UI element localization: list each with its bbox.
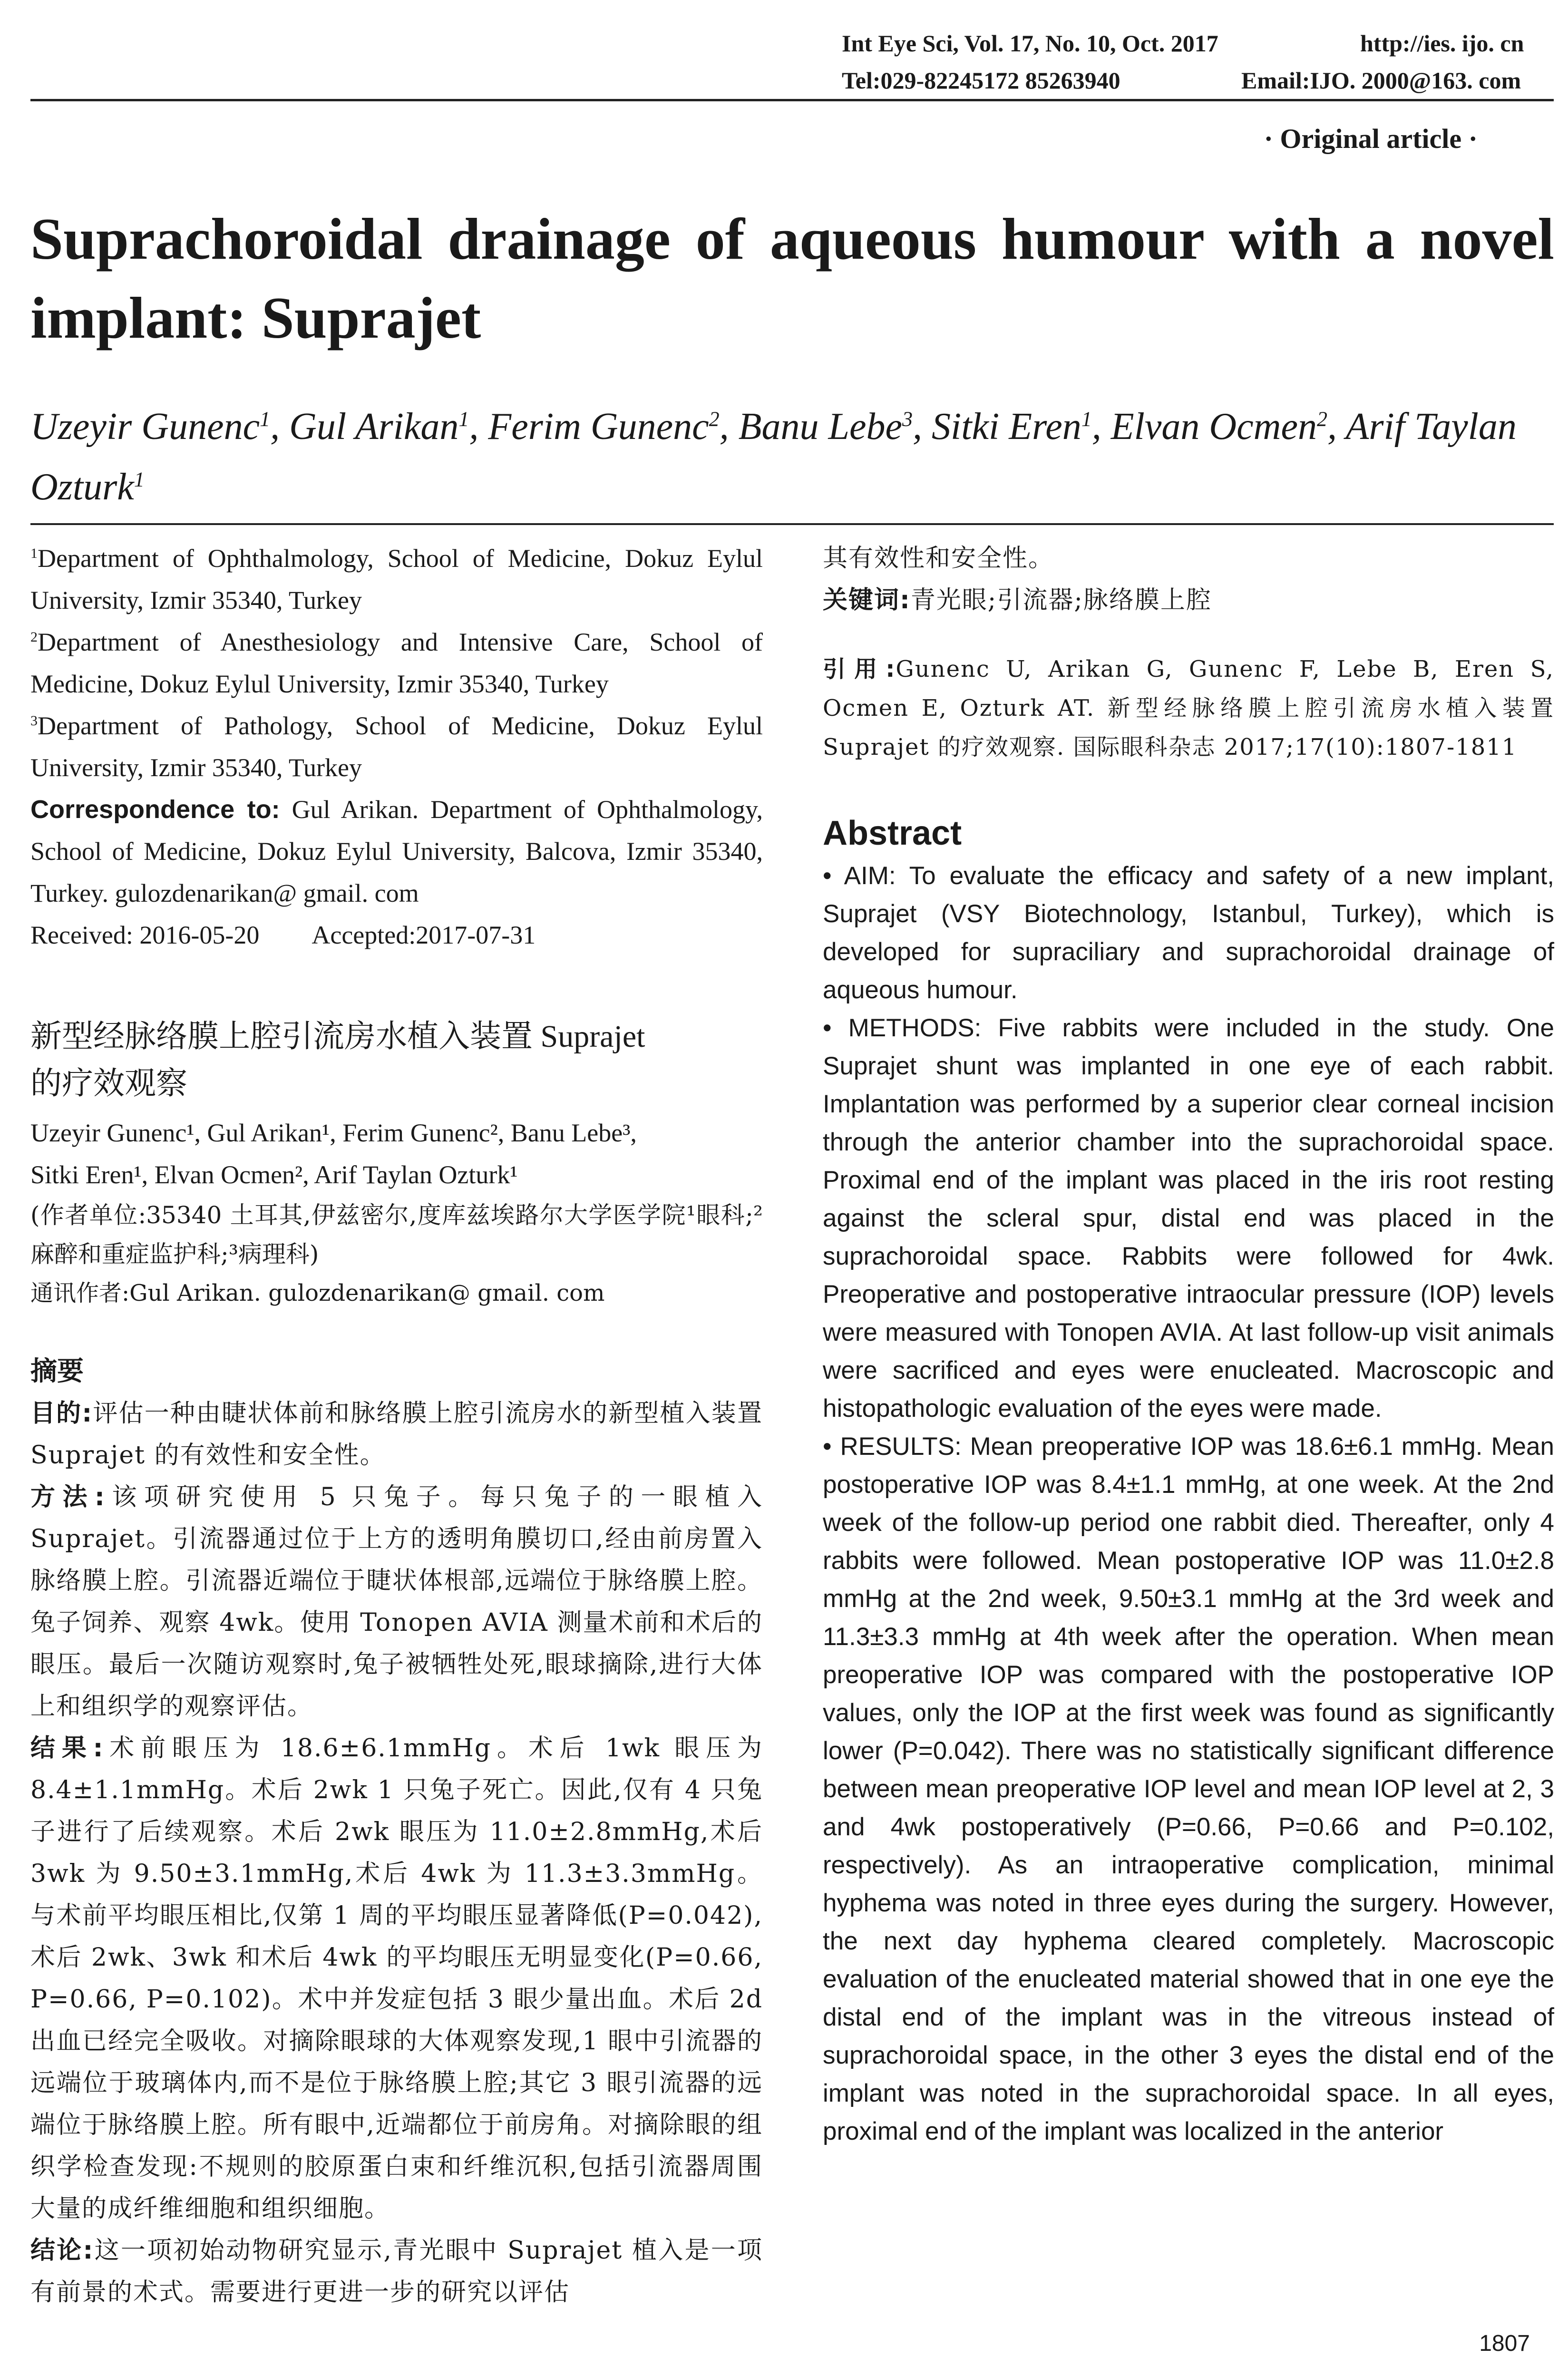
author: Ferim Gunenc$^2$ <box>488 405 720 448</box>
article-title: Suprachoroidal drainage of aqueous humour with a novel implant: Suprajet <box>30 206 1554 351</box>
header-rule <box>30 99 1554 101</box>
abstract-results: • RESULTS: Mean preoperative IOP was 18.6±6.1 mmHg. Mean postoperative IOP was 8.4±1.1 mmHg, at one week. At the 2nd week of the follow-up period one rabbit died. Thereafter, only 4 rabbits were followed. Mean postoperative IOP was 11.0±2.8 mmHg at the 2nd week, 9.50±3.1 mmHg at the 3rd week and 11.3±3.3 mmHg at 4th week after the operation. When mean preoperative IOP was compared with the postoperative IOP values, only the IOP at the first week was found as significantly lower (P=0.042). There was no statistically significant difference between mean preoperative IOP level and mean IOP level at 2, 3 and 4wk postoperatively (P=0.66, P=0.66 and P=0.102, respectively). As an intraoperative complication, minimal hyphema was noted in three eyes during the surgery. However, the next day hyphema cleared completely. Macroscopic evaluation of the enucleated material showed that in one eye the distal end of the implant was in the vitreous instead of suprachoroidal space, in the other 3 eyes the distal end of the implant was noted in the suprachoroidal space. In all eyes, proximal end of the implant was localized in the anterior <box>823 1432 1554 2145</box>
abstract-heading: Abstract <box>823 814 962 852</box>
left-column <box>30 537 763 2313</box>
journal-email[interactable]: Email:IJO. 2000@163. com <box>1241 67 1521 94</box>
chinese-conclusion-continued: 其有效性和安全性。 <box>823 544 1054 573</box>
page-number: 1807 <box>1479 2331 1530 2356</box>
affiliations <box>30 537 763 956</box>
chinese-purpose: 目的:评估一种由睫状体前和脉络膜上腔引流房水的新型植入装置 Suprajet 的有效性和安全性。 <box>30 1399 763 1470</box>
affiliation: $^3$Department of Pathology, School of Medicine, Dokuz Eylul University, Izmir 35340, Turkey <box>30 711 763 782</box>
chinese-abstract-heading: 摘要 <box>30 1356 84 1387</box>
author: Banu Lebe$^3$ <box>738 405 913 448</box>
author: Arif Taylan Ozturk$^1$ <box>30 405 1517 508</box>
authors-rule <box>30 523 1554 525</box>
chinese-authors: Uzeyir Gunenc¹, Gul Arikan¹, Ferim Gunenc², Banu Lebe³, Sitki Eren¹, Elvan Ocmen², Arif Taylan Ozturk¹ <box>30 1119 637 1189</box>
dates: Received: 2016-05-20 Accepted:2017-07-31 <box>30 921 536 949</box>
chinese-affiliation: (作者单位:35340 土耳其,伊兹密尔,度库兹埃路尔大学医学院¹眼科;²麻醉和重症监护科;³病理科) <box>30 1201 763 1268</box>
author-list: Uzeyir Gunenc$^1$, Gul Arikan$^1$, Ferim Gunenc$^2$, Banu Lebe$^3$, Sitki Eren$^1$, Elvan Ocmen$^2$, Arif Taylan Ozturk$^1$ <box>30 405 1517 508</box>
chinese-conclusion: 结论:这一项初始动物研究显示,青光眼中 Suprajet 植入是一项有前景的术式。需要进行更进一步的研究以评估 <box>30 2236 763 2307</box>
author: Gul Arikan$^1$ <box>289 405 469 448</box>
correspondence: Correspondence to: Gul Arikan. Department of Ophthalmology, School of Medicine, Dokuz Eylul University, Balcova, Izmir 35340, Turkey. gulozdenarikan@ gmail. com <box>30 795 763 907</box>
chinese-methods: 方法:该项研究使用 5 只兔子。每只兔子的一眼植入 Suprajet。引流器通过位于上方的透明角膜切口,经由前房置入脉络膜上腔。引流器近端位于睫状体根部,远端位于脉络膜上腔。兔子饲养、观察 4wk。使用 Tonopen AVIA 测量术前和术后的眼压。最后一次随访观察时,兔子被牺牲处死,眼球摘除,进行大体上和组织学的观察评估。 <box>30 1483 763 1721</box>
abstract-aim: • AIM: To evaluate the efficacy and safety of a new implant, Suprajet (VSY Biotechnology, Istanbul, Turkey), which is developed for supraciliary and suprachoroidal drainage of aqueous humour. <box>823 862 1554 1004</box>
affiliation: $^1$Department of Ophthalmology, School of Medicine, Dokuz Eylul University, Izmir 35340, Turkey <box>30 544 763 614</box>
chinese-keywords: 关键词:青光眼;引流器;脉络膜上腔 <box>823 586 1212 614</box>
affiliation: $^2$Department of Anesthesiology and Intensive Care, School of Medicine, Dokuz Eylul University, Izmir 35340, Turkey <box>30 628 763 698</box>
right-column <box>823 537 1554 2151</box>
article-type-label: · Original article · <box>1264 123 1478 154</box>
author: Uzeyir Gunenc$^1$ <box>30 405 271 448</box>
abstract-methods: • METHODS: Five rabbits were included in the study. One Suprajet shunt was implanted in one eye of each rabbit. Implantation was performed by a superior clear corneal incision through the anterior chamber into the suprachoroidal space. Proximal end of the implant was placed in the iris root resting against the scleral spur, distal end was placed in the suprachoroidal space. Rabbits were followed for 4wk. Preoperative and postoperative intraocular pressure (IOP) levels were measured with Tonopen AVIA. At last follow-up visit animals were sacrificed and eyes were enucleated. Macroscopic and histopathologic evaluation of the eyes were made. <box>823 1014 1554 1422</box>
journal-url[interactable]: http://ies. ijo. cn <box>1360 30 1524 57</box>
journal-tel: Tel:029-82245172 85263940 <box>842 67 1120 94</box>
chinese-citation: 引用:Gunenc U, Arikan G, Gunenc F, Lebe B, Eren S, Ocmen E, Ozturk AT. 新型经脉络膜上腔引流房水植入装置 Suprajet 的疗效观察. 国际眼科杂志 2017;17(10):1807-1811 <box>823 656 1555 760</box>
author: Elvan Ocmen$^2$ <box>1110 405 1327 448</box>
chinese-correspondence: 通讯作者:Gul Arikan. gulozdenarikan@ gmail. com <box>30 1280 605 1306</box>
chinese-results: 结果:术前眼压为 18.6±6.1mmHg。术后 1wk 眼压为 8.4±1.1mmHg。术后 2wk 1 只兔子死亡。因此,仅有 4 只兔子进行了后续观察。术后 2wk 眼压为 11.0±2.8mmHg,术后 3wk 为 9.50±3.1mmHg,术后 4wk 为 11.3±3.3mmHg。与术前平均眼压相比,仅第 1 周的平均眼压显著降低(P=0.042),术后 2wk、3wk 和术后 4wk 的平均眼压无明显变化(P=0.66, P=0.66, P=0.102)。术中并发症包括 3 眼少量出血。术后 2d 出血已经完全吸收。对摘除眼球的大体观察发现,1 眼中引流器的远端位于玻璃体内,而不是位于脉络膜上腔;其它 3 眼引流器的远端位于脉络膜上腔。所有眼中,近端都位于前房角。对摘除眼的组织学检查发现:不规则的胶原蛋白束和纤维沉积,包括引流器周围大量的成纤维细胞和组织细胞。 <box>30 1734 763 2223</box>
journal-citation: Int Eye Sci, Vol. 17, No. 10, Oct. 2017 <box>842 30 1218 57</box>
chinese-title: 新型经脉络膜上腔引流房水植入装置 Suprajet 的疗效观察 <box>30 1018 645 1101</box>
author: Sitki Eren$^1$ <box>932 405 1092 448</box>
